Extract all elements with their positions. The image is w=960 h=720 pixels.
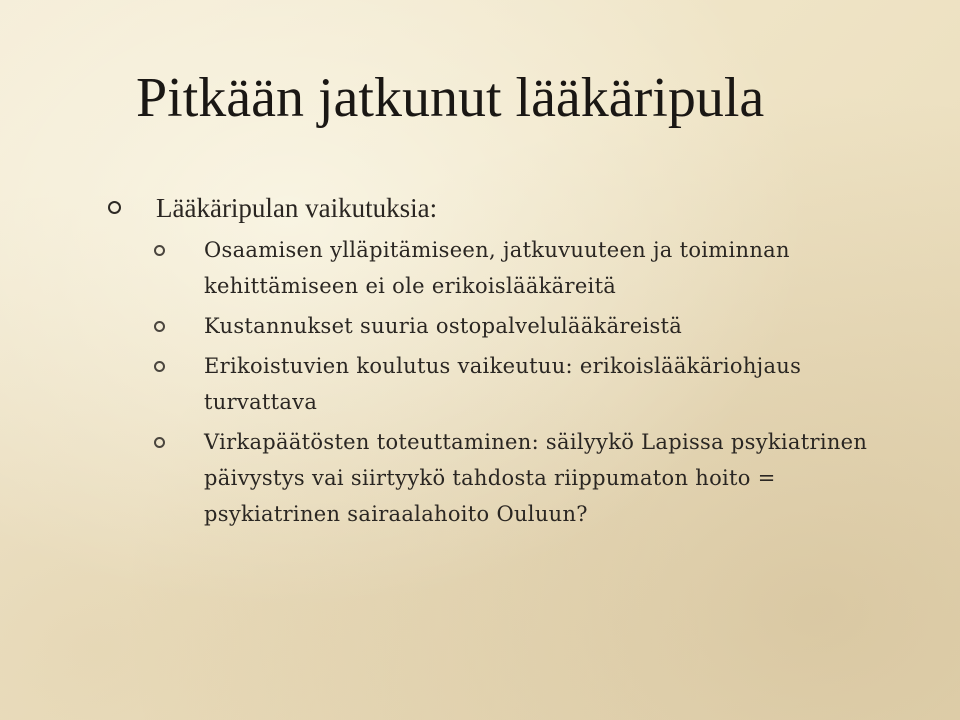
sub-bullet-item [154, 348, 868, 420]
sub-bullet-text: Erikoistuvien koulutus vaikeutuu: erikoislääkäriohjaus turvattava [204, 354, 802, 414]
sub-bullet-item [154, 232, 868, 304]
ring-bullet-icon [154, 321, 165, 332]
main-bullet-item [108, 190, 868, 226]
slide-title: Pitkään jatkunut lääkäripula [136, 67, 765, 129]
sub-bullet-text: Osaamisen ylläpitämiseen, jatkuvuuteen ja toiminnan kehittämiseen ei ole erikoislääkäreitä [204, 238, 790, 298]
ring-bullet-icon [154, 361, 165, 372]
sub-bullet-text: Kustannukset suuria ostopalvelulääkäreistä [204, 314, 683, 338]
ring-bullet-icon [108, 201, 121, 214]
slide-content [108, 190, 868, 536]
ring-bullet-icon [154, 245, 165, 256]
sub-bullet-item [154, 424, 868, 532]
sub-bullet-text: Virkapäätösten toteuttaminen: säilyykö Lapissa psykiatrinen päivystys vai siirtyykö tahdosta riippumaton hoito = psykiatrinen sairaalahoito Ouluun? [204, 430, 868, 526]
ring-bullet-icon [154, 437, 165, 448]
main-bullet-text: Lääkäripulan vaikutuksia: [156, 193, 438, 223]
sub-bullet-item [154, 308, 868, 344]
